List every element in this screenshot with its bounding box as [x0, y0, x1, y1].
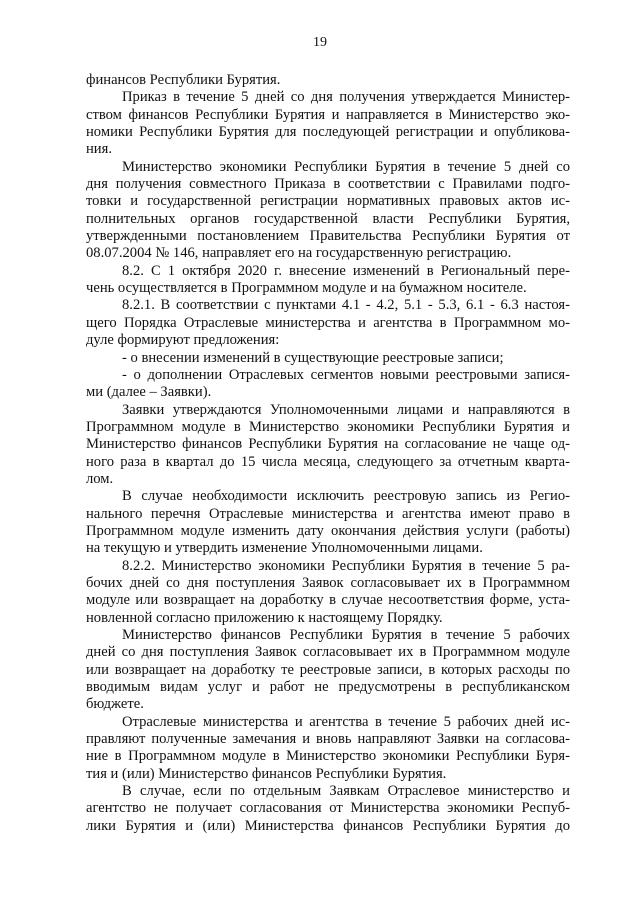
text-line: Министерство финансов Республики Бурятия в течение 5 рабочих: [122, 627, 570, 643]
text-line: товки и государственной регистрации нормативных правовых актов ис-: [86, 193, 570, 210]
text-line: ми (далее – Заявки).: [86, 384, 212, 401]
text-line: или возвращает на доработку те реестровые записи, в которых расходы по: [86, 661, 570, 678]
text-line: нального перечня Отраслевые министерства и агентства имеют право в: [86, 505, 570, 522]
text-line: Заявки утверждаются Уполномоченными лицами и направляются в: [122, 401, 570, 418]
text-line: Министерство финансов Республики Бурятия на согласование не чаще од-: [86, 436, 570, 453]
text-line: Программном модуле в Министерство экономики Республики Бурятия и: [86, 418, 570, 435]
text-line: Приказ в течение 5 дней со дня получения утверждается Министер-: [122, 89, 570, 106]
text-line: модуле или возвращает на доработку в случае несоответствия форме, уста-: [86, 592, 570, 609]
page-number: 19: [313, 35, 327, 50]
text-line: 8.2.1. В соответствии с пунктами 4.1 - 4.2, 5.1 - 5.3, 6.1 - 6.3 настоя-: [122, 297, 570, 314]
text-line: - о внесении изменений в существующие реестровые записи;: [122, 349, 504, 366]
text-line: лом.: [86, 470, 114, 487]
text-line: ством финансов Республики Бурятия и направляется в Министерство эко-: [86, 106, 570, 123]
text-line: бюджете.: [86, 696, 144, 713]
text-line: Отраслевые министерства и агентства в течение 5 рабочих дней ис-: [122, 713, 570, 730]
text-line: ния.: [86, 141, 112, 158]
text-line: вводимым видам услуг и работ не предусмотрены в республиканском: [86, 679, 570, 696]
text-line: 08.07.2004 № 146, направляет его на государственную регистрацию.: [86, 245, 512, 262]
text-line: В случае, если по отдельным Заявкам Отраслевое министерство и: [122, 783, 570, 800]
text-line: новленной согласно приложению к настоящему Порядку.: [86, 609, 443, 626]
text-line: дня получения совместного Приказа в соответствии с Правилами подго-: [86, 176, 570, 193]
text-line: правляют полученные замечания и вновь направляют Заявки на согласова-: [86, 731, 570, 748]
text-line: Министерство экономики Республики Бурятия в течение 5 дней со: [122, 158, 570, 175]
text-line: агентство не получает согласования от Министерства экономики Респуб-: [86, 800, 570, 817]
text-line: утвержденными постановлением Правительства Республики Бурятия от: [86, 228, 570, 245]
text-line: ние в Программном модуле в Министерство экономики Республики Буря-: [86, 748, 570, 765]
text-line: тия и (или) Министерство финансов Республики Бурятия.: [86, 765, 447, 782]
text-line: финансов Республики Бурятия.: [86, 72, 281, 88]
text-line: чень осуществляется в Программном модуле и на бумажном носителе.: [86, 280, 527, 297]
text-line: ного раза в квартал до 15 числа месяца, следующего за отчетным кварта-: [86, 453, 570, 470]
text-line: щего Порядка Отраслевые министерства и агентства в Программном мо-: [86, 314, 570, 331]
text-line: 8.2. С 1 октября 2020 г. внесение изменений в Региональный пере-: [122, 262, 570, 279]
text-line: В случае необходимости исключить реестровую запись из Регио-: [122, 488, 570, 505]
text-line: дуле формируют предложения:: [86, 332, 280, 349]
text-line: бочих дней со дня поступления Заявок согласовывает их в Программном: [86, 574, 570, 591]
document-body: [86, 72, 570, 835]
text-line: номики Республики Бурятия для последующей регистрации и опубликова-: [86, 124, 570, 141]
text-line: Программном модуле изменить дату окончания действия услуги (работы): [86, 522, 570, 539]
text-line: на текущую и утвердить изменение Уполномоченными лицами.: [86, 540, 483, 557]
text-line: лики Бурятия и (или) Министерства финансов Республики Бурятия до: [86, 817, 570, 834]
text-line: полнительных органов государственной власти Республики Бурятия,: [86, 210, 570, 227]
text-line: 8.2.2. Министерство экономики Республики Бурятия в течение 5 ра-: [122, 557, 570, 574]
text-line: - о дополнении Отраслевых сегментов новыми реестровыми запися-: [122, 366, 570, 383]
text-line: дней со дня поступления Заявок согласовывает их в Программном модуле: [86, 644, 570, 661]
